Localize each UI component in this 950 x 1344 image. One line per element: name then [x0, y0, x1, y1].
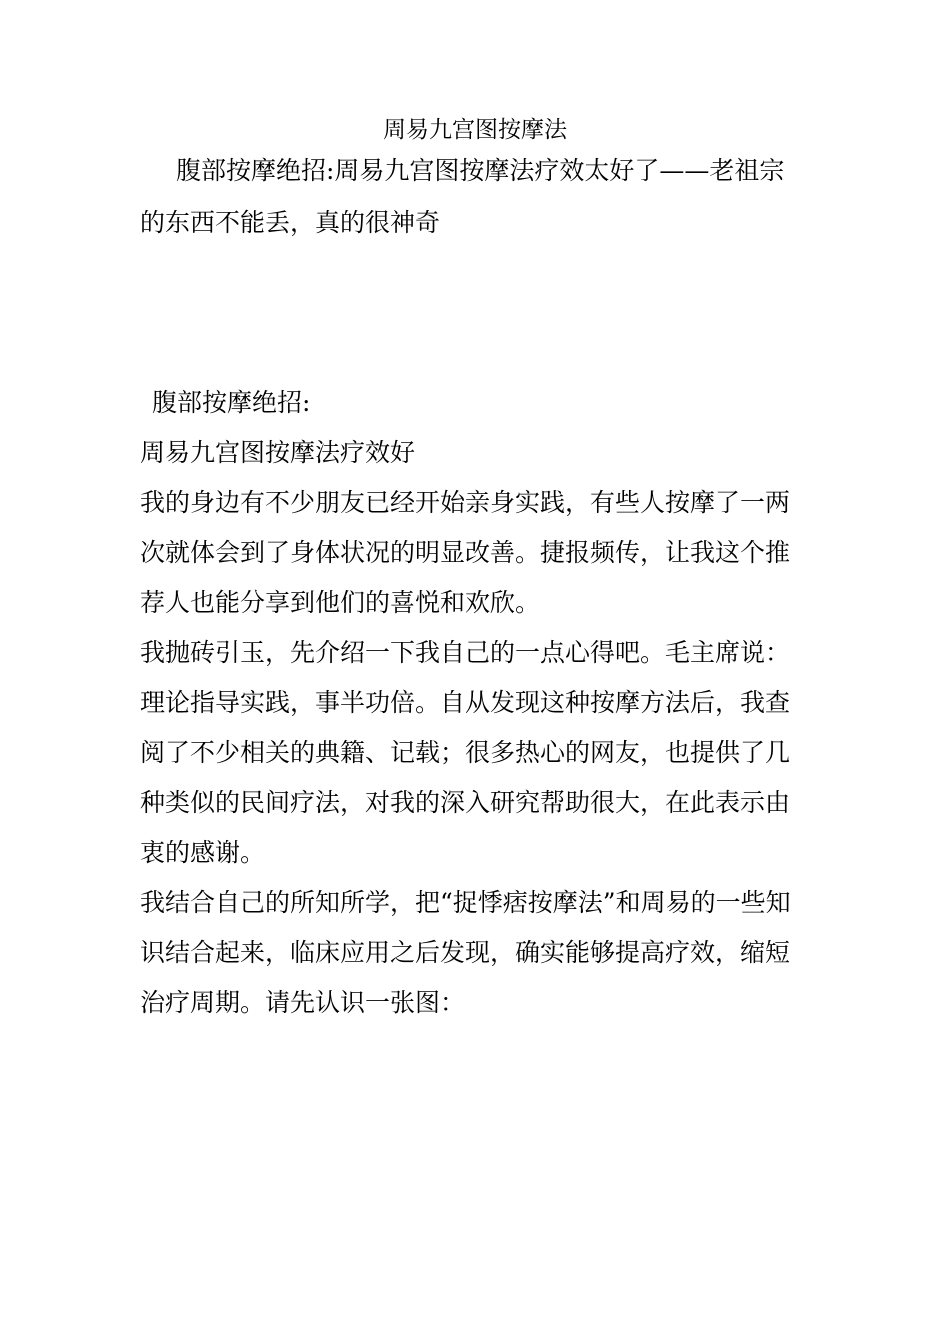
paragraph: 我抛砖引玉，先介绍一下我自己的一点心得吧。毛主席说：理论指导实践，事半功倍。自从发现这种按摩方法后，我查阅了不少相关的典籍、记载；很多热心的网友，也提供了几种类似的民间疗法，对我的深入研究帮助很大，在此表示由衷的感谢。 [140, 638, 791, 867]
paragraph-heading-1: 腹部按摩绝招: [152, 388, 311, 417]
document-body [140, 378, 806, 1028]
paragraph-heading-2: 周易九宫图按摩法疗效好 [140, 438, 416, 467]
document-subtitle: 腹部按摩绝招:周易九宫图按摩法疗效太好了——老祖宗的东西不能丢，真的很神奇 [140, 156, 785, 237]
document-title: 周易九宫图按摩法 [383, 117, 567, 143]
paragraph: 我结合自己的所知所学，把“捉悸痞按摩法”和周易的一些知识结合起来，临床应用之后发现，确实能够提高疗效，缩短治疗周期。请先认识一张图： [140, 888, 791, 1017]
paragraph: 我的身边有不少朋友已经开始亲身实践，有些人按摩了一两次就体会到了身体状况的明显改善。捷报频传，让我这个推荐人也能分享到他们的喜悦和欢欣。 [140, 488, 791, 617]
